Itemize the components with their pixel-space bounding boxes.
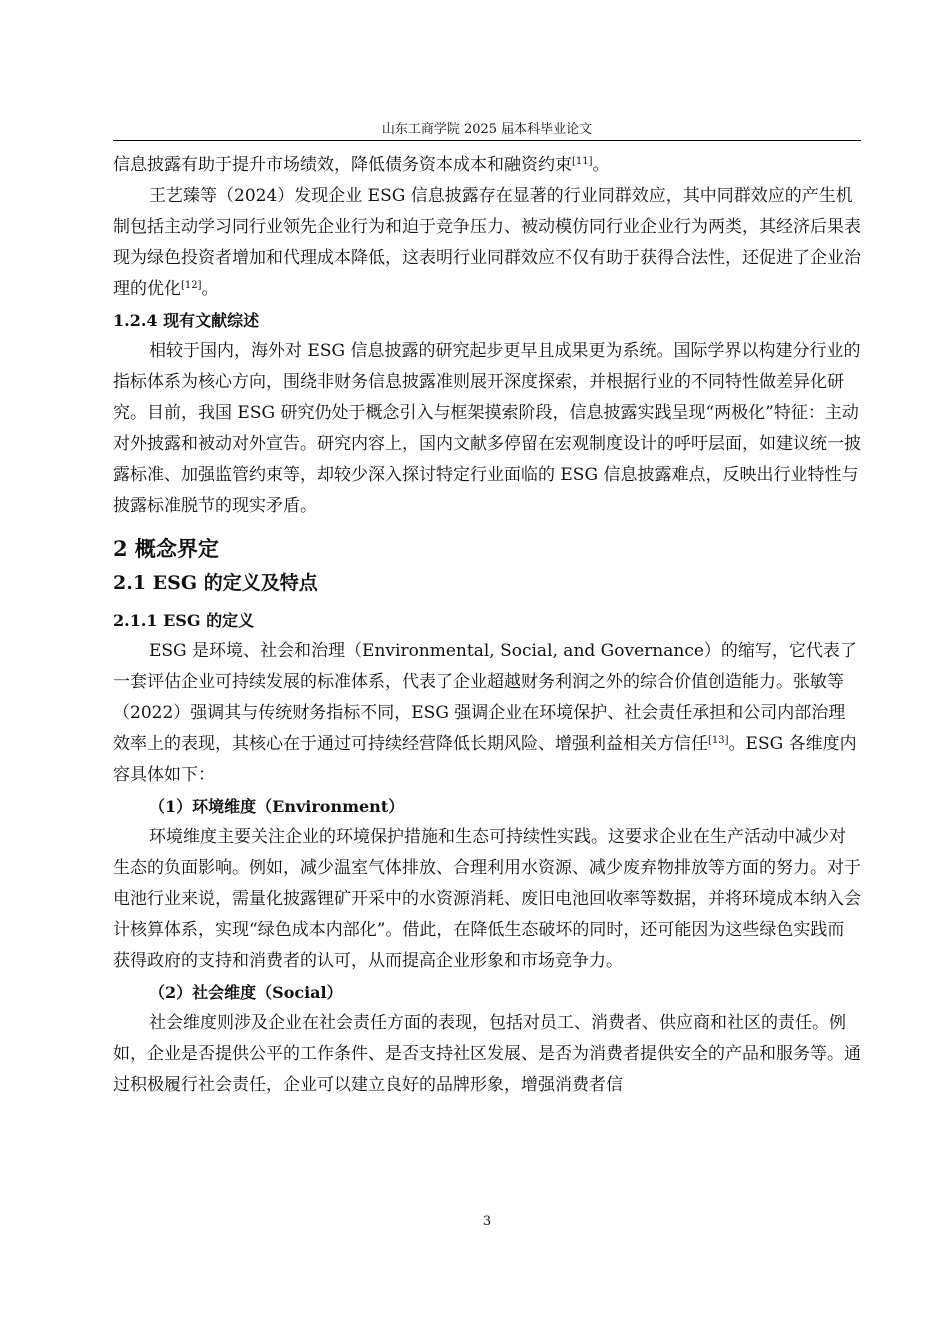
paragraph-text: ESG 是环境、社会和治理（Environmental, Social, and Governance）的缩写，它代表了一套评估企业可持续发展的标准体系，代表了企业超越财务利润之外的综合价值创造能力。张敏等（2022）强调其与传统财务指标不同，ESG 强调企业在环境保护、社会责任承担和公司内部治理效率上的表现，其核心在于通过可持续经营降低长期风险、增强利益相关方信任 (113, 641, 857, 754)
chapter-heading-2: 2 概念界定 (113, 536, 219, 561)
paragraph-social: 社会维度则涉及企业在社会责任方面的表现，包括对员工、消费者、供应商和社区的责任。例如，企业是否提供公平的工作条件、是否支持社区发展、是否为消费者提供安全的产品和服务等。通过积极履行社会责任，企业可以建立良好的品牌形象，增强消费者信 (113, 1013, 861, 1095)
running-header: 山东工商学院 2025 届本科毕业论文 (381, 122, 593, 137)
citation-ref: [11] (572, 156, 593, 167)
paragraph-tail: 。 (592, 155, 610, 175)
section-heading-2-1-1: 2.1.1 ESG 的定义 (113, 611, 255, 630)
section-heading-2-1: 2.1 ESG 的定义及特点 (113, 572, 318, 594)
paragraph-tail: 。 (201, 279, 219, 299)
paragraph-text: 王艺臻等（2024）发现企业 ESG 信息披露存在显著的行业同群效应，其中同群效应的产生机制包括主动学习同行业领先企业行为和迫于竞争压力、被动模仿同行业企业行为两类，其经济后果表现为绿色投资者增加和代理成本降低，这表明行业同群效应不仅有助于获得合法性，还促进了企业治理的优化 (113, 186, 861, 299)
header-divider (113, 140, 861, 141)
subheading-environment: （1）环境维度（Environment） (149, 797, 405, 816)
paragraph-environment: 环境维度主要关注企业的环境保护措施和生态可持续性实践。这要求企业在生产活动中减少对生态的负面影响。例如，减少温室气体排放、合理利用水资源、减少废弃物排放等方面的努力。对于电池行业来说，需量化披露锂矿开采中的水资源消耗、废旧电池回收率等数据，并将环境成本纳入会计核算体系，实现“绿色成本内部化”。借此，在降低生态破坏的同时，还可能因为这些绿色实践而获得政府的支持和消费者的认可，从而提高企业形象和市场竞争力。 (113, 827, 861, 971)
paragraph-literature-review: 相较于国内，海外对 ESG 信息披露的研究起步更早且成果更为系统。国际学界以构建分行业的指标体系为核心方向，围绕非财务信息披露准则展开深度探索，并根据行业的不同特性做差异化研究。目前，我国 ESG 研究仍处于概念引入与框架摸索阶段，信息披露实践呈现“两极化”特征：主动对外披露和被动对外宣告。研究内容上，国内文献多停留在宏观制度设计的呼吁层面，如建议统一披露标准、加强监管约束等，却较少深入探讨特定行业面临的 ESG 信息披露难点，反映出行业特性与披露标准脱节的现实矛盾。 (113, 341, 861, 516)
paragraph-continuation (113, 150, 861, 181)
paragraph-text: 信息披露有助于提升市场绩效，降低债务资本成本和融资约束 (113, 155, 572, 175)
paragraph-esg-definition (113, 636, 861, 791)
citation-ref: [12] (181, 280, 202, 291)
page-number: 3 (482, 1214, 492, 1229)
document-body (113, 150, 861, 1101)
paragraph-peer-effect (113, 181, 861, 305)
citation-ref: [13] (708, 735, 729, 746)
paragraph-tail: 。ESG 各维度内容具体如下： (113, 734, 857, 785)
section-heading-1-2-4: 1.2.4 现有文献综述 (113, 311, 260, 330)
subheading-social: （2）社会维度（Social） (149, 983, 343, 1002)
